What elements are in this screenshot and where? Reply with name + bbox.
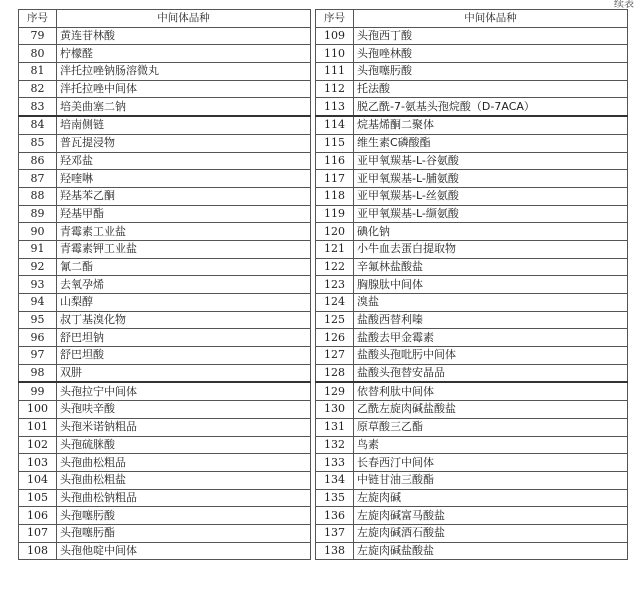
table-row [19,329,628,347]
serial-number-right: 117 [316,170,354,188]
intermediate-name-left: 叔丁基溴化物 [57,311,311,329]
intermediate-name-right: 左旋肉碱 [354,489,628,507]
intermediate-name-right: 盐酸去甲金霉素 [354,329,628,347]
table-row [19,489,628,507]
intermediate-name-right: 亚甲氧羰基-L-脯氨酸 [354,170,628,188]
intermediate-name-left: 头孢曲松粗盐 [57,471,311,489]
serial-number-right: 127 [316,347,354,365]
intermediate-name-left: 头孢噻肟酸 [57,507,311,525]
intermediate-name-right: 乙酰左旋肉碱盐酸盐 [354,401,628,419]
table-row [19,80,628,98]
serial-number-right: 120 [316,223,354,241]
serial-number-right: 130 [316,401,354,419]
intermediate-name-left: 青霉素钾工业盐 [57,240,311,258]
intermediate-name-right: 胸腺肽中间体 [354,276,628,294]
header-name-right: 中间体品种 [354,10,628,28]
intermediate-name-right: 头孢唑林酸 [354,45,628,63]
serial-number-right: 118 [316,187,354,205]
serial-number-left: 90 [19,223,57,241]
intermediate-name-right: 亚甲氧羰基-L-谷氨酸 [354,152,628,170]
table-row [19,542,628,560]
serial-number-left: 89 [19,205,57,223]
serial-number-right: 131 [316,418,354,436]
serial-number-left: 79 [19,27,57,45]
serial-number-left: 99 [19,382,57,400]
intermediate-name-left: 泮托拉唑中间体 [57,80,311,98]
table-row [19,223,628,241]
serial-number-left: 98 [19,364,57,382]
intermediate-name-left: 羟邓盐 [57,152,311,170]
serial-number-left: 83 [19,98,57,116]
serial-number-right: 137 [316,524,354,542]
table-body [19,27,628,560]
serial-number-right: 132 [316,436,354,454]
table-row [19,98,628,116]
intermediate-name-right: 头孢噻肟酸 [354,63,628,81]
intermediate-name-left: 普瓦提浸物 [57,134,311,152]
intermediate-name-right: 碘化钠 [354,223,628,241]
table-row [19,134,628,152]
intermediate-name-right: 依替利肽中间体 [354,382,628,400]
intermediate-name-right: 长春西汀中间体 [354,454,628,472]
table-row [19,294,628,312]
serial-number-left: 91 [19,240,57,258]
intermediate-name-right: 原草酸三乙酯 [354,418,628,436]
serial-number-right: 111 [316,63,354,81]
table-row [19,276,628,294]
serial-number-left: 80 [19,45,57,63]
serial-number-right: 113 [316,98,354,116]
serial-number-right: 133 [316,454,354,472]
serial-number-right: 138 [316,542,354,560]
table-row [19,507,628,525]
serial-number-left: 92 [19,258,57,276]
intermediate-name-left: 羟基甲酯 [57,205,311,223]
table-row [19,27,628,45]
intermediate-name-right: 头孢西丁酸 [354,27,628,45]
serial-number-left: 86 [19,152,57,170]
table-row [19,63,628,81]
intermediate-name-right: 左旋肉碱盐酸盐 [354,542,628,560]
serial-number-left: 102 [19,436,57,454]
serial-number-left: 81 [19,63,57,81]
table-row [19,454,628,472]
intermediate-name-right: 托法酸 [354,80,628,98]
header-name-left: 中间体品种 [57,10,311,28]
serial-number-left: 101 [19,418,57,436]
serial-number-right: 112 [316,80,354,98]
serial-number-left: 95 [19,311,57,329]
header-serial-left: 序号 [19,10,57,28]
serial-number-left: 85 [19,134,57,152]
table-row [19,364,628,382]
table-row [19,311,628,329]
serial-number-left: 105 [19,489,57,507]
intermediate-name-left: 双肼 [57,364,311,382]
intermediate-name-left: 羟喹啉 [57,170,311,188]
intermediate-name-left: 头孢噻肟酯 [57,524,311,542]
serial-number-right: 123 [316,276,354,294]
serial-number-left: 96 [19,329,57,347]
intermediate-name-right: 盐酸头孢替安晶品 [354,364,628,382]
intermediate-name-left: 山梨醇 [57,294,311,312]
intermediate-name-left: 舒巴坦钠 [57,329,311,347]
serial-number-left: 108 [19,542,57,560]
serial-number-right: 129 [316,382,354,400]
header-serial-right: 序号 [316,10,354,28]
table-row [19,152,628,170]
serial-number-left: 82 [19,80,57,98]
intermediate-name-right: 维生素C磷酸酯 [354,134,628,152]
serial-number-left: 87 [19,170,57,188]
table-row [19,347,628,365]
serial-number-right: 119 [316,205,354,223]
serial-number-left: 107 [19,524,57,542]
intermediate-name-left: 头孢米诺钠粗品 [57,418,311,436]
serial-number-left: 84 [19,116,57,134]
intermediate-name-right: 左旋肉碱酒石酸盐 [354,524,628,542]
serial-number-right: 124 [316,294,354,312]
intermediate-name-left: 泮托拉唑钠肠溶微丸 [57,63,311,81]
serial-number-right: 122 [316,258,354,276]
intermediate-name-left: 头孢曲松粗品 [57,454,311,472]
intermediates-table [18,9,628,560]
table-row [19,45,628,63]
intermediate-name-left: 头孢他啶中间体 [57,542,311,560]
intermediate-name-left: 柠檬醛 [57,45,311,63]
serial-number-left: 93 [19,276,57,294]
intermediate-name-right: 小牛血去蛋白提取物 [354,240,628,258]
intermediate-name-left: 黄连苷林酸 [57,27,311,45]
intermediate-name-left: 头孢拉宁中间体 [57,382,311,400]
table-row [19,258,628,276]
table-row [19,170,628,188]
serial-number-left: 106 [19,507,57,525]
intermediate-name-left: 青霉素工业盐 [57,223,311,241]
serial-number-right: 134 [316,471,354,489]
intermediate-name-left: 头孢硫脒酸 [57,436,311,454]
intermediate-name-left: 去氧孕烯 [57,276,311,294]
serial-number-right: 121 [316,240,354,258]
serial-number-right: 114 [316,116,354,134]
serial-number-right: 125 [316,311,354,329]
intermediate-name-right: 鸟素 [354,436,628,454]
intermediate-name-right: 辛氟林盐酸盐 [354,258,628,276]
intermediate-name-right: 中链甘油三酸酯 [354,471,628,489]
intermediate-name-right: 溴盐 [354,294,628,312]
intermediate-name-right: 盐酸头孢吡肟中间体 [354,347,628,365]
table-header-row [19,10,628,28]
table-row [19,471,628,489]
serial-number-right: 126 [316,329,354,347]
table-row [19,240,628,258]
serial-number-right: 136 [316,507,354,525]
table-row [19,187,628,205]
table-row [19,524,628,542]
serial-number-left: 104 [19,471,57,489]
serial-number-right: 128 [316,364,354,382]
continued-label: 续表 [614,0,634,10]
intermediate-name-right: 盐酸西替利嗪 [354,311,628,329]
intermediate-name-right: 亚甲氧羰基-L-丝氨酸 [354,187,628,205]
intermediate-name-left: 舒巴坦酸 [57,347,311,365]
intermediate-name-right: 亚甲氧羰基-L-缬氨酸 [354,205,628,223]
intermediate-name-left: 头孢曲松钠粗品 [57,489,311,507]
serial-number-right: 135 [316,489,354,507]
serial-number-left: 94 [19,294,57,312]
serial-number-left: 103 [19,454,57,472]
intermediate-name-left: 培美曲塞二钠 [57,98,311,116]
table-row [19,401,628,419]
intermediate-name-left: 羟基苯乙酮 [57,187,311,205]
table-row [19,436,628,454]
intermediate-name-left: 氰二酯 [57,258,311,276]
serial-number-left: 88 [19,187,57,205]
intermediate-name-right: 脱乙酰-7-氨基头孢烷酸（D-7ACA） [354,98,628,116]
serial-number-right: 116 [316,152,354,170]
table-row [19,418,628,436]
intermediate-name-left: 培南侧链 [57,116,311,134]
serial-number-right: 110 [316,45,354,63]
serial-number-right: 115 [316,134,354,152]
table-row [19,205,628,223]
table-row [19,116,628,134]
intermediate-name-right: 烷基烯酮二聚体 [354,116,628,134]
serial-number-left: 100 [19,401,57,419]
intermediate-name-right: 左旋肉碱富马酸盐 [354,507,628,525]
table-row [19,382,628,400]
intermediate-name-left: 头孢呋辛酸 [57,401,311,419]
serial-number-left: 97 [19,347,57,365]
serial-number-right: 109 [316,27,354,45]
